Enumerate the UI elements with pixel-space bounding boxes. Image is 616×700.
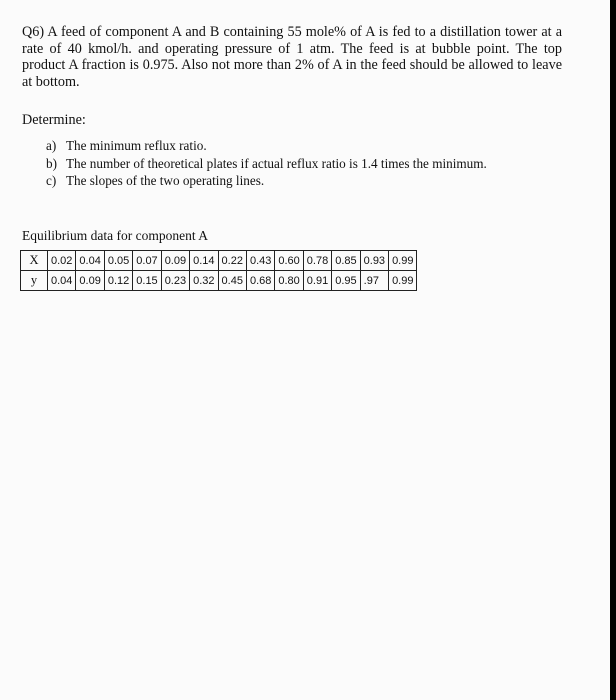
table-cell: 0.12 xyxy=(104,271,132,291)
table-cell: 0.43 xyxy=(246,251,274,271)
part-c xyxy=(46,172,487,190)
equilibrium-title: Equilibrium data for component A xyxy=(22,228,208,243)
part-c-label: c) xyxy=(46,173,57,188)
page-edge-shadow xyxy=(610,0,616,700)
table-cell: 0.09 xyxy=(161,251,189,271)
part-b-text: The number of theoretical plates if actual reflux ratio is 1.4 times the minimum. xyxy=(66,155,487,171)
table-row-y xyxy=(21,271,417,291)
table-cell: 0.22 xyxy=(218,251,246,271)
table-cell: 0.15 xyxy=(133,271,161,291)
table-cell: 0.91 xyxy=(303,271,331,291)
table-cell: 0.14 xyxy=(190,251,218,271)
question-text: Q6) A feed of component A and B containing 55 mole% of A is fed to a distillation tower at a rate of 40 kmol/h. and operating pressure of 1 atm. The feed is at bubble point. The top product A fraction is 0.975. Also not more than 2% of A in the feed should be allowed to leave at bottom. xyxy=(22,24,562,90)
table-cell: 0.45 xyxy=(218,271,246,291)
y-header: y xyxy=(21,271,48,291)
table-cell: 0.32 xyxy=(190,271,218,291)
table-cell: 0.93 xyxy=(360,251,388,271)
table-cell: 0.23 xyxy=(161,271,189,291)
table-cell: 0.85 xyxy=(332,251,360,271)
table-cell: 0.05 xyxy=(104,251,132,271)
x-header: X xyxy=(21,251,48,271)
table-cell: .97 xyxy=(360,271,388,291)
part-a-text: The minimum reflux ratio. xyxy=(66,138,207,153)
table-cell: 0.68 xyxy=(246,271,274,291)
table-row-x xyxy=(21,251,417,271)
table-cell: 0.99 xyxy=(389,251,417,271)
part-a-label: a) xyxy=(46,138,57,153)
part-c-text: The slopes of the two operating lines. xyxy=(66,173,265,188)
part-a xyxy=(46,137,487,155)
determine-label: Determine: xyxy=(22,112,86,128)
table-cell: 0.99 xyxy=(389,271,417,291)
equilibrium-table xyxy=(20,250,417,291)
table-cell: 0.04 xyxy=(48,271,76,291)
parts-list xyxy=(46,137,487,190)
part-b-label: b) xyxy=(46,155,57,171)
table-cell: 0.09 xyxy=(76,271,104,291)
table-cell: 0.95 xyxy=(332,271,360,291)
table-cell: 0.07 xyxy=(133,251,161,271)
table-cell: 0.60 xyxy=(275,251,303,271)
table-cell: 0.04 xyxy=(76,251,104,271)
table-cell: 0.80 xyxy=(275,271,303,291)
table-cell: 0.78 xyxy=(303,251,331,271)
part-b xyxy=(46,155,487,173)
table-cell: 0.02 xyxy=(48,251,76,271)
